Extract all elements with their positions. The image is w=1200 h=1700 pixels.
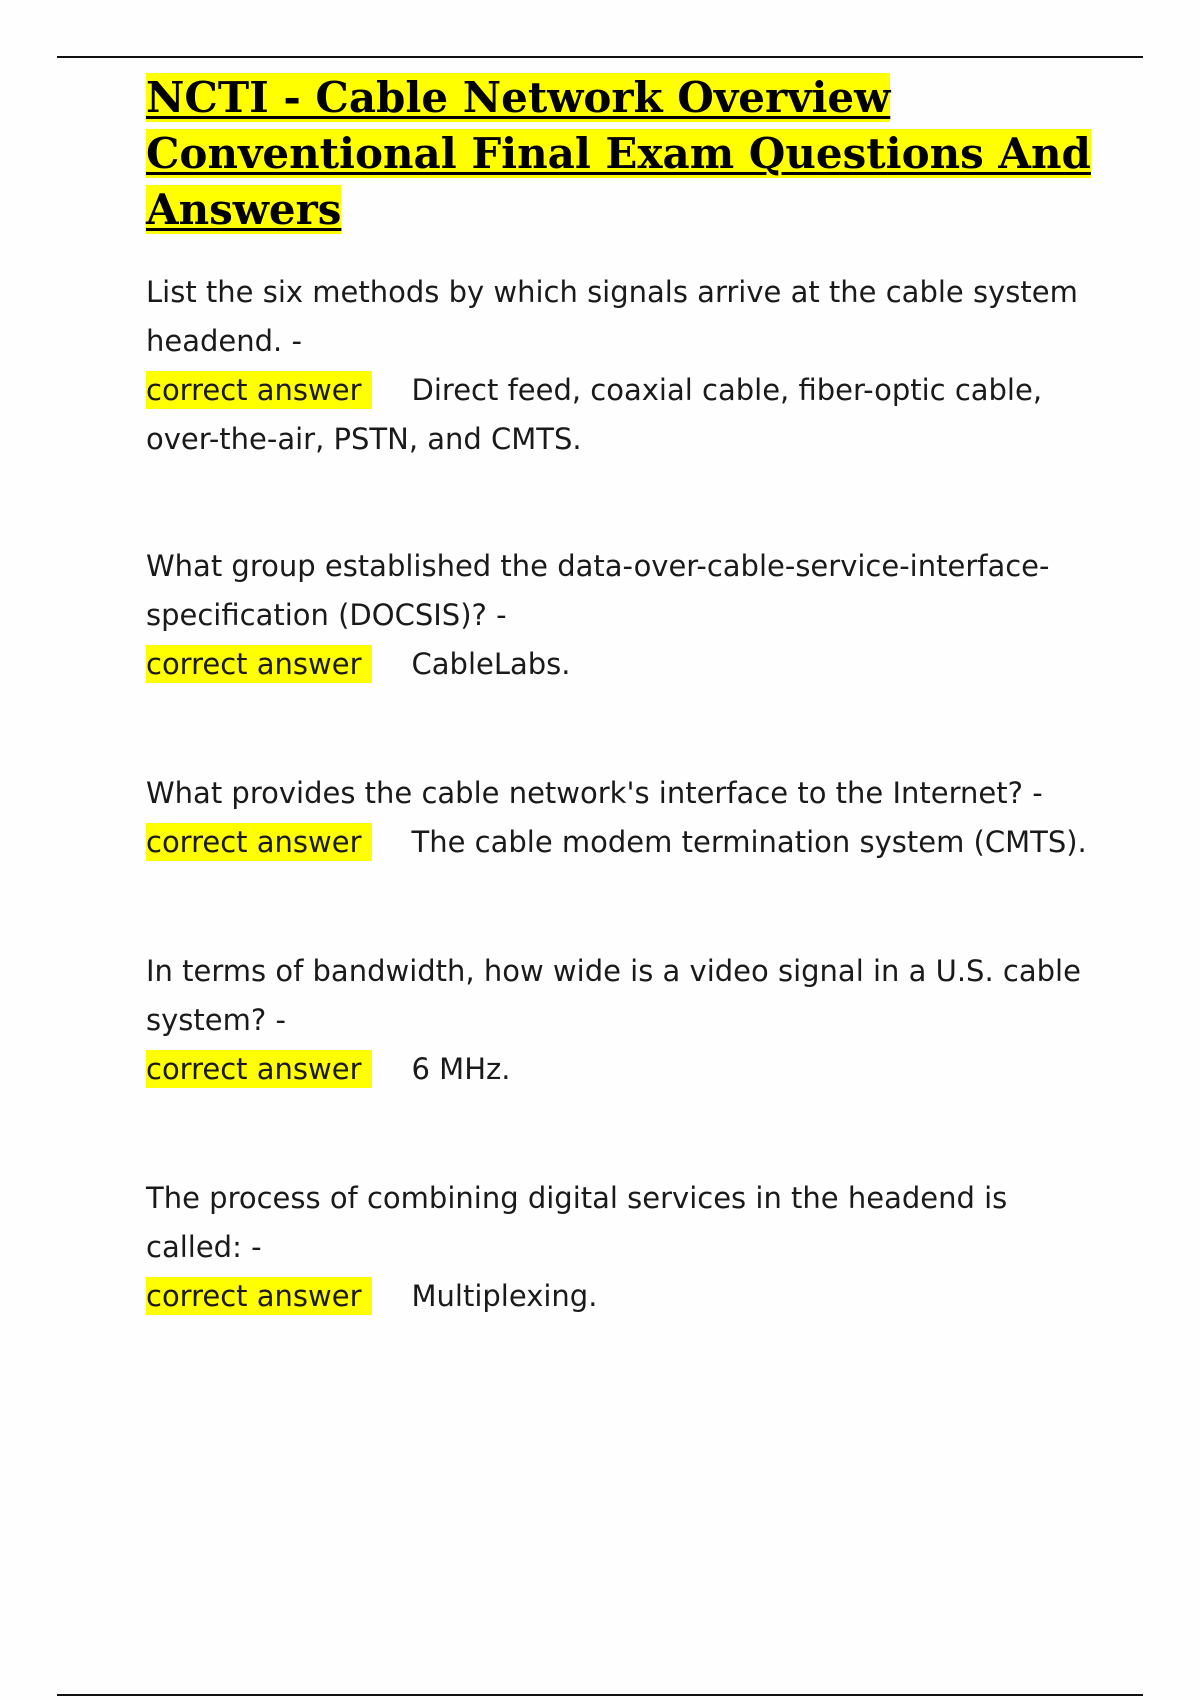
top-rule — [57, 56, 1143, 58]
question-text: What group established the data-over-cable-service-interface-specification (DOCSIS)? - — [146, 549, 1050, 632]
answer-label: correct answer — [146, 645, 372, 683]
question-text: In terms of bandwidth, how wide is a video signal in a U.S. cable system? - — [146, 954, 1081, 1037]
answer-label: correct answer — [146, 371, 372, 409]
answer-text: CableLabs. — [411, 647, 571, 681]
qa-item — [146, 947, 1106, 1094]
answer-label: correct answer — [146, 823, 372, 861]
qa-item — [146, 769, 1106, 867]
question-text: List the six methods by which signals arrive at the cable system headend. - — [146, 275, 1078, 358]
answer-text: The cable modem termination system (CMTS). — [411, 825, 1087, 859]
question-text: What provides the cable network's interface to the Internet? - — [146, 776, 1043, 810]
answer-line — [146, 1272, 1106, 1321]
answer-label: correct answer — [146, 1277, 372, 1315]
answer-line — [146, 640, 1106, 689]
question-text: The process of combining digital services in the headend is called: - — [146, 1181, 1008, 1264]
qa-item — [146, 1174, 1106, 1321]
answer-text: Direct feed, coaxial cable, fiber-optic cable, over-the-air, PSTN, and CMTS. — [146, 373, 1043, 456]
answer-label: correct answer — [146, 1050, 372, 1088]
document-title: NCTI - Cable Network Overview Conventional Final Exam Questions And Answers — [146, 73, 1091, 234]
document-body — [146, 70, 1106, 1321]
answer-text: 6 MHz. — [411, 1052, 511, 1086]
answer-text: Multiplexing. — [411, 1279, 598, 1313]
answer-line — [146, 818, 1106, 867]
qa-item — [146, 542, 1106, 689]
answer-line — [146, 366, 1106, 464]
bottom-rule — [57, 1694, 1143, 1696]
qa-item — [146, 268, 1106, 464]
answer-line — [146, 1045, 1106, 1094]
